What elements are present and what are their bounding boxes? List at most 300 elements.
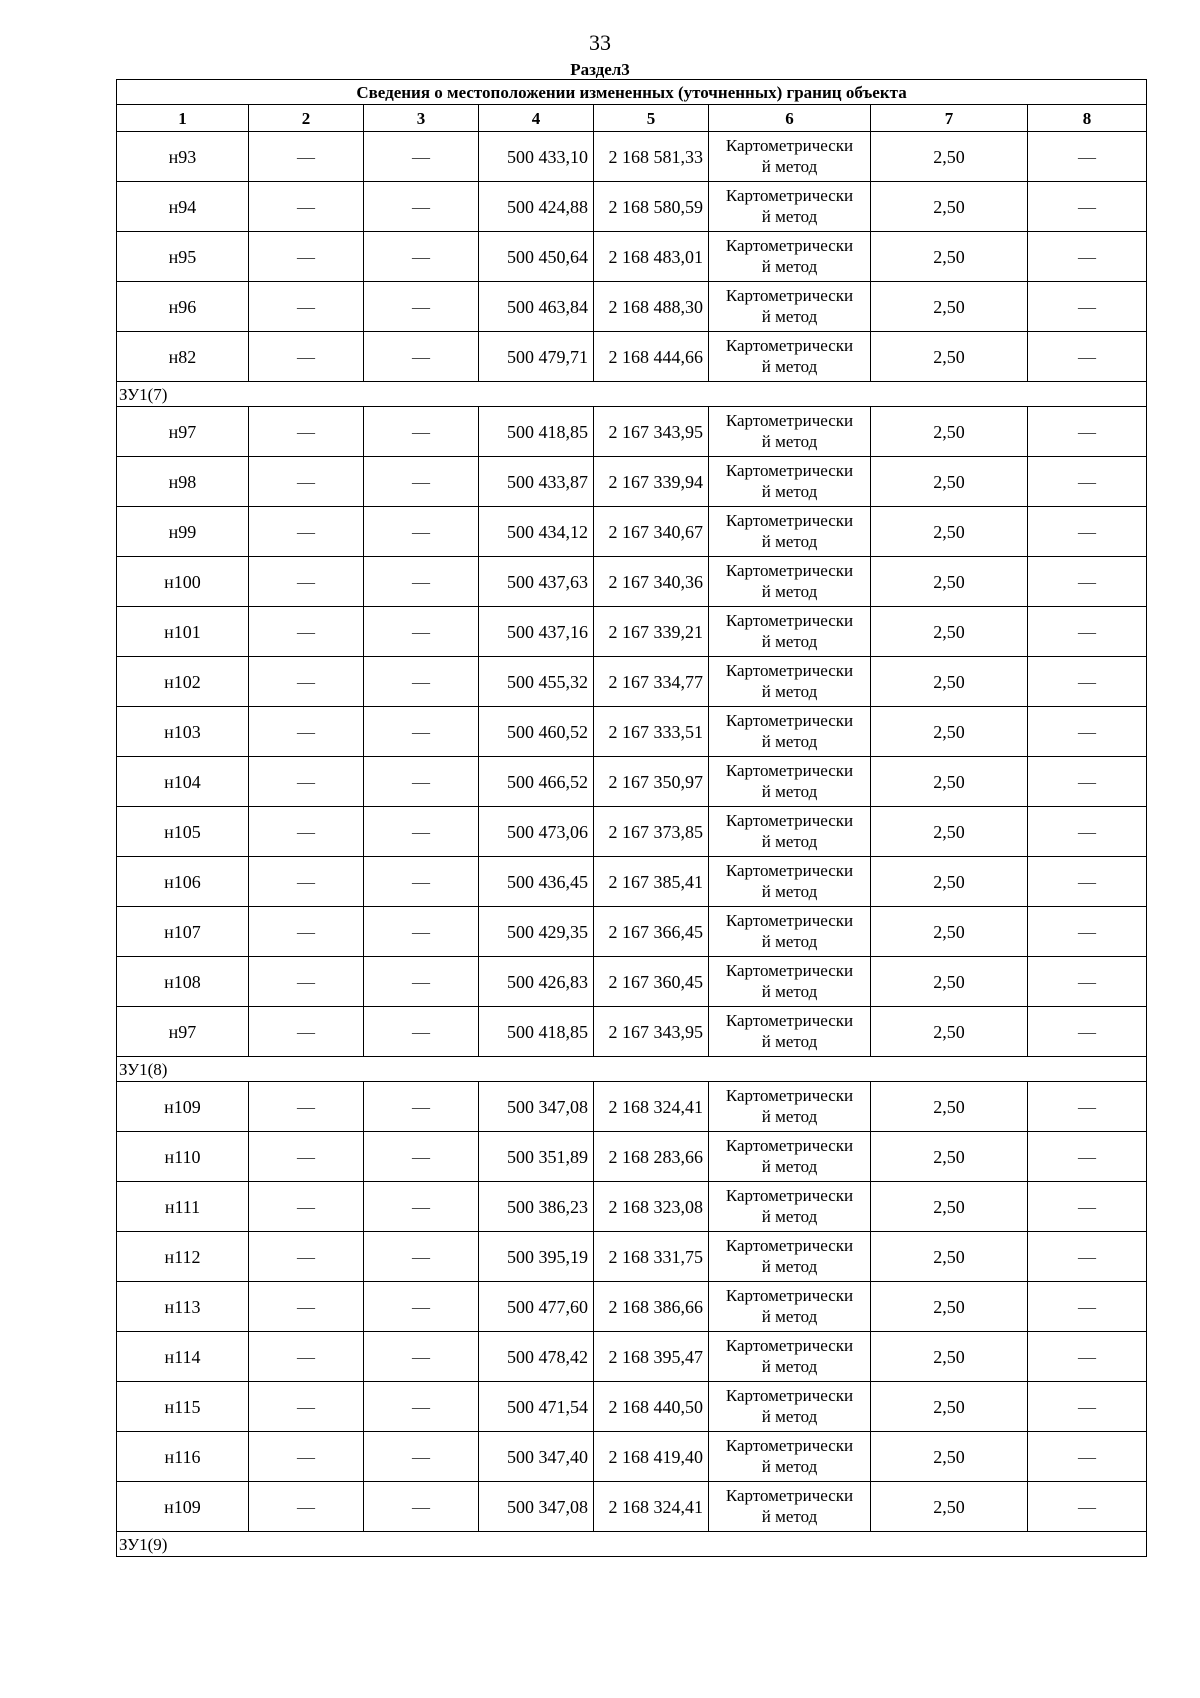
column-header: 5 xyxy=(594,105,709,132)
coord-x-cell: 500 426,83 xyxy=(479,957,594,1007)
method-cell xyxy=(709,1132,871,1182)
point-name-cell: н101 xyxy=(117,607,249,657)
accuracy-cell: 2,50 xyxy=(871,182,1028,232)
group-label: ЗУ1(7) xyxy=(117,382,1147,407)
table-row xyxy=(117,657,1147,707)
coord-y-cell: 2 167 340,67 xyxy=(594,507,709,557)
col8-cell: — xyxy=(1028,557,1147,607)
col8-cell: — xyxy=(1028,1132,1147,1182)
method-line-2: й метод xyxy=(761,781,818,801)
method-cell xyxy=(709,1082,871,1132)
col2-cell: — xyxy=(249,1482,364,1532)
col8-cell: — xyxy=(1028,232,1147,282)
coord-y-cell: 2 167 360,45 xyxy=(594,957,709,1007)
method-line-2: й метод xyxy=(761,481,818,501)
coord-y-cell: 2 168 386,66 xyxy=(594,1282,709,1332)
table-row xyxy=(117,457,1147,507)
method-cell xyxy=(709,857,871,907)
point-name-cell: н94 xyxy=(117,182,249,232)
accuracy-cell: 2,50 xyxy=(871,282,1028,332)
point-name-cell: н114 xyxy=(117,1332,249,1382)
accuracy-cell: 2,50 xyxy=(871,607,1028,657)
coord-x-cell: 500 463,84 xyxy=(479,282,594,332)
coord-y-cell: 2 168 283,66 xyxy=(594,1132,709,1182)
table-row xyxy=(117,282,1147,332)
method-cell xyxy=(709,607,871,657)
method-cell xyxy=(709,182,871,232)
col3-cell: — xyxy=(364,507,479,557)
coord-y-cell: 2 168 440,50 xyxy=(594,1382,709,1432)
coord-y-cell: 2 167 334,77 xyxy=(594,657,709,707)
method-cell xyxy=(709,1182,871,1232)
col8-cell: — xyxy=(1028,857,1147,907)
coord-x-cell: 500 460,52 xyxy=(479,707,594,757)
method-cell xyxy=(709,557,871,607)
table-row xyxy=(117,757,1147,807)
method-cell xyxy=(709,707,871,757)
coord-x-cell: 500 473,06 xyxy=(479,807,594,857)
col2-cell: — xyxy=(249,132,364,182)
method-line-2: й метод xyxy=(761,631,818,651)
coord-y-cell: 2 167 385,41 xyxy=(594,857,709,907)
coord-x-cell: 500 347,40 xyxy=(479,1432,594,1482)
accuracy-cell: 2,50 xyxy=(871,1232,1028,1282)
col3-cell: — xyxy=(364,457,479,507)
accuracy-cell: 2,50 xyxy=(871,757,1028,807)
coord-y-cell: 2 168 331,75 xyxy=(594,1232,709,1282)
table-row xyxy=(117,557,1147,607)
point-name-cell: н110 xyxy=(117,1132,249,1182)
method-line-2: й метод xyxy=(761,931,818,951)
coord-x-cell: 500 437,63 xyxy=(479,557,594,607)
coord-x-cell: 500 433,10 xyxy=(479,132,594,182)
coord-x-cell: 500 478,42 xyxy=(479,1332,594,1382)
coord-y-cell: 2 168 395,47 xyxy=(594,1332,709,1382)
method-line-1: Картометрически xyxy=(725,811,854,831)
col8-cell: — xyxy=(1028,282,1147,332)
method-line-1: Картометрически xyxy=(725,1186,854,1206)
method-line-1: Картометрически xyxy=(725,1086,854,1106)
col3-cell: — xyxy=(364,557,479,607)
col8-cell: — xyxy=(1028,1182,1147,1232)
column-header: 3 xyxy=(364,105,479,132)
col3-cell: — xyxy=(364,1482,479,1532)
method-line-1: Картометрически xyxy=(725,1486,854,1506)
col8-cell: — xyxy=(1028,507,1147,557)
point-name-cell: н97 xyxy=(117,1007,249,1057)
col2-cell: — xyxy=(249,232,364,282)
col3-cell: — xyxy=(364,132,479,182)
col8-cell: — xyxy=(1028,132,1147,182)
method-line-2: й метод xyxy=(761,1406,818,1426)
point-name-cell: н109 xyxy=(117,1082,249,1132)
accuracy-cell: 2,50 xyxy=(871,1332,1028,1382)
method-line-2: й метод xyxy=(761,731,818,751)
point-name-cell: н106 xyxy=(117,857,249,907)
coord-y-cell: 2 167 343,95 xyxy=(594,1007,709,1057)
method-line-1: Картометрически xyxy=(725,1011,854,1031)
col8-cell: — xyxy=(1028,1432,1147,1482)
coord-y-cell: 2 167 339,21 xyxy=(594,607,709,657)
col8-cell: — xyxy=(1028,1082,1147,1132)
accuracy-cell: 2,50 xyxy=(871,1182,1028,1232)
method-cell xyxy=(709,1382,871,1432)
table-row xyxy=(117,957,1147,1007)
accuracy-cell: 2,50 xyxy=(871,807,1028,857)
point-name-cell: н103 xyxy=(117,707,249,757)
method-line-2: й метод xyxy=(761,1106,818,1126)
coord-x-cell: 500 351,89 xyxy=(479,1132,594,1182)
method-line-2: й метод xyxy=(761,156,818,176)
point-name-cell: н112 xyxy=(117,1232,249,1282)
column-header: 4 xyxy=(479,105,594,132)
col2-cell: — xyxy=(249,1007,364,1057)
coord-y-cell: 2 168 581,33 xyxy=(594,132,709,182)
method-line-2: й метод xyxy=(761,256,818,276)
table-row xyxy=(117,1432,1147,1482)
col3-cell: — xyxy=(364,1332,479,1382)
method-line-1: Картометрически xyxy=(725,1336,854,1356)
table-title: Сведения о местоположении измененных (уточненных) границ объекта xyxy=(117,80,1147,105)
group-row xyxy=(117,1532,1147,1557)
table-row xyxy=(117,1082,1147,1132)
coord-x-cell: 500 466,52 xyxy=(479,757,594,807)
col2-cell: — xyxy=(249,507,364,557)
col3-cell: — xyxy=(364,232,479,282)
column-header: 6 xyxy=(709,105,871,132)
col8-cell: — xyxy=(1028,182,1147,232)
accuracy-cell: 2,50 xyxy=(871,1282,1028,1332)
table-row xyxy=(117,1182,1147,1232)
col2-cell: — xyxy=(249,1282,364,1332)
accuracy-cell: 2,50 xyxy=(871,957,1028,1007)
accuracy-cell: 2,50 xyxy=(871,557,1028,607)
method-line-1: Картометрически xyxy=(725,711,854,731)
group-row xyxy=(117,1057,1147,1082)
table-row xyxy=(117,1282,1147,1332)
col8-cell: — xyxy=(1028,1282,1147,1332)
method-line-2: й метод xyxy=(761,1256,818,1276)
method-line-2: й метод xyxy=(761,306,818,326)
table-row xyxy=(117,1007,1147,1057)
method-line-1: Картометрически xyxy=(725,1286,854,1306)
coord-x-cell: 500 433,87 xyxy=(479,457,594,507)
col8-cell: — xyxy=(1028,407,1147,457)
coord-x-cell: 500 479,71 xyxy=(479,332,594,382)
method-line-2: й метод xyxy=(761,356,818,376)
coord-y-cell: 2 168 323,08 xyxy=(594,1182,709,1232)
col2-cell: — xyxy=(249,1182,364,1232)
table-row xyxy=(117,807,1147,857)
table-row xyxy=(117,607,1147,657)
coord-x-cell: 500 434,12 xyxy=(479,507,594,557)
col3-cell: — xyxy=(364,907,479,957)
method-line-2: й метод xyxy=(761,1306,818,1326)
col2-cell: — xyxy=(249,707,364,757)
method-cell xyxy=(709,132,871,182)
point-name-cell: н95 xyxy=(117,232,249,282)
col2-cell: — xyxy=(249,1132,364,1182)
col8-cell: — xyxy=(1028,1232,1147,1282)
method-line-2: й метод xyxy=(761,881,818,901)
table-row xyxy=(117,507,1147,557)
method-cell xyxy=(709,507,871,557)
point-name-cell: н104 xyxy=(117,757,249,807)
col3-cell: — xyxy=(364,1282,479,1332)
coord-x-cell: 500 455,32 xyxy=(479,657,594,707)
col2-cell: — xyxy=(249,1382,364,1432)
accuracy-cell: 2,50 xyxy=(871,1482,1028,1532)
method-cell xyxy=(709,457,871,507)
col3-cell: — xyxy=(364,807,479,857)
col3-cell: — xyxy=(364,657,479,707)
col2-cell: — xyxy=(249,807,364,857)
method-line-1: Картометрически xyxy=(725,1386,854,1406)
method-line-2: й метод xyxy=(761,1156,818,1176)
accuracy-cell: 2,50 xyxy=(871,457,1028,507)
method-line-2: й метод xyxy=(761,581,818,601)
method-line-1: Картометрически xyxy=(725,136,854,156)
method-cell xyxy=(709,1232,871,1282)
method-cell xyxy=(709,1432,871,1482)
coord-x-cell: 500 450,64 xyxy=(479,232,594,282)
col2-cell: — xyxy=(249,907,364,957)
col2-cell: — xyxy=(249,557,364,607)
table-header-row xyxy=(117,105,1147,132)
page-number: 33 xyxy=(589,30,611,55)
method-cell xyxy=(709,232,871,282)
table-row xyxy=(117,182,1147,232)
point-name-cell: н107 xyxy=(117,907,249,957)
method-line-2: й метод xyxy=(761,1206,818,1226)
coord-x-cell: 500 436,45 xyxy=(479,857,594,907)
col3-cell: — xyxy=(364,182,479,232)
method-line-1: Картометрически xyxy=(725,411,854,431)
col8-cell: — xyxy=(1028,807,1147,857)
group-label: ЗУ1(9) xyxy=(117,1532,1147,1557)
method-cell xyxy=(709,1332,871,1382)
accuracy-cell: 2,50 xyxy=(871,1432,1028,1482)
coord-x-cell: 500 418,85 xyxy=(479,407,594,457)
col8-cell: — xyxy=(1028,957,1147,1007)
section-label: Раздел3 xyxy=(570,60,630,79)
method-cell xyxy=(709,1007,871,1057)
accuracy-cell: 2,50 xyxy=(871,657,1028,707)
col3-cell: — xyxy=(364,1432,479,1482)
table-row xyxy=(117,857,1147,907)
point-name-cell: н113 xyxy=(117,1282,249,1332)
method-cell xyxy=(709,907,871,957)
point-name-cell: н102 xyxy=(117,657,249,707)
method-cell xyxy=(709,807,871,857)
coord-x-cell: 500 437,16 xyxy=(479,607,594,657)
table-row xyxy=(117,132,1147,182)
col2-cell: — xyxy=(249,1432,364,1482)
col8-cell: — xyxy=(1028,1007,1147,1057)
method-line-1: Картометрически xyxy=(725,286,854,306)
table-row xyxy=(117,332,1147,382)
method-line-1: Картометрически xyxy=(725,1136,854,1156)
method-line-1: Картометрически xyxy=(725,511,854,531)
col3-cell: — xyxy=(364,607,479,657)
accuracy-cell: 2,50 xyxy=(871,1007,1028,1057)
method-line-1: Картометрически xyxy=(725,911,854,931)
col2-cell: — xyxy=(249,607,364,657)
col8-cell: — xyxy=(1028,1332,1147,1382)
col3-cell: — xyxy=(364,707,479,757)
col3-cell: — xyxy=(364,1007,479,1057)
method-line-2: й метод xyxy=(761,531,818,551)
accuracy-cell: 2,50 xyxy=(871,332,1028,382)
col2-cell: — xyxy=(249,857,364,907)
col2-cell: — xyxy=(249,182,364,232)
col3-cell: — xyxy=(364,1232,479,1282)
method-cell xyxy=(709,1282,871,1332)
coord-y-cell: 2 168 488,30 xyxy=(594,282,709,332)
point-name-cell: н93 xyxy=(117,132,249,182)
coord-x-cell: 500 347,08 xyxy=(479,1482,594,1532)
column-header: 7 xyxy=(871,105,1028,132)
method-line-1: Картометрически xyxy=(725,961,854,981)
table-row xyxy=(117,1382,1147,1432)
method-cell xyxy=(709,332,871,382)
coord-y-cell: 2 167 343,95 xyxy=(594,407,709,457)
coord-x-cell: 500 471,54 xyxy=(479,1382,594,1432)
coord-y-cell: 2 167 333,51 xyxy=(594,707,709,757)
column-header: 2 xyxy=(249,105,364,132)
col8-cell: — xyxy=(1028,707,1147,757)
method-line-1: Картометрически xyxy=(725,661,854,681)
col8-cell: — xyxy=(1028,1382,1147,1432)
col8-cell: — xyxy=(1028,607,1147,657)
coord-y-cell: 2 167 373,85 xyxy=(594,807,709,857)
coord-x-cell: 500 477,60 xyxy=(479,1282,594,1332)
point-name-cell: н115 xyxy=(117,1382,249,1432)
col2-cell: — xyxy=(249,1232,364,1282)
method-line-2: й метод xyxy=(761,206,818,226)
col2-cell: — xyxy=(249,957,364,1007)
table-row xyxy=(117,1132,1147,1182)
col2-cell: — xyxy=(249,1332,364,1382)
coord-x-cell: 500 395,19 xyxy=(479,1232,594,1282)
method-line-2: й метод xyxy=(761,831,818,851)
col8-cell: — xyxy=(1028,757,1147,807)
coord-y-cell: 2 167 366,45 xyxy=(594,907,709,957)
method-cell xyxy=(709,957,871,1007)
coord-y-cell: 2 168 444,66 xyxy=(594,332,709,382)
col3-cell: — xyxy=(364,857,479,907)
method-line-1: Картометрически xyxy=(725,236,854,256)
method-line-1: Картометрически xyxy=(725,186,854,206)
method-line-2: й метод xyxy=(761,681,818,701)
method-line-1: Картометрически xyxy=(725,561,854,581)
method-line-1: Картометрически xyxy=(725,336,854,356)
table-row xyxy=(117,407,1147,457)
column-header: 1 xyxy=(117,105,249,132)
table-row xyxy=(117,232,1147,282)
col8-cell: — xyxy=(1028,657,1147,707)
method-line-1: Картометрически xyxy=(725,1236,854,1256)
col2-cell: — xyxy=(249,757,364,807)
col3-cell: — xyxy=(364,1382,479,1432)
coord-y-cell: 2 168 580,59 xyxy=(594,182,709,232)
coord-y-cell: 2 167 350,97 xyxy=(594,757,709,807)
table-title-row xyxy=(117,80,1147,105)
method-line-2: й метод xyxy=(761,1356,818,1376)
col2-cell: — xyxy=(249,1082,364,1132)
col3-cell: — xyxy=(364,1182,479,1232)
col8-cell: — xyxy=(1028,332,1147,382)
col2-cell: — xyxy=(249,657,364,707)
column-header: 8 xyxy=(1028,105,1147,132)
col3-cell: — xyxy=(364,957,479,1007)
col3-cell: — xyxy=(364,757,479,807)
point-name-cell: н97 xyxy=(117,407,249,457)
col3-cell: — xyxy=(364,407,479,457)
col8-cell: — xyxy=(1028,907,1147,957)
group-row xyxy=(117,382,1147,407)
coord-y-cell: 2 168 324,41 xyxy=(594,1082,709,1132)
point-name-cell: н98 xyxy=(117,457,249,507)
coord-y-cell: 2 168 483,01 xyxy=(594,232,709,282)
boundary-coordinates-table xyxy=(116,79,1147,1557)
point-name-cell: н96 xyxy=(117,282,249,332)
col3-cell: — xyxy=(364,282,479,332)
point-name-cell: н100 xyxy=(117,557,249,607)
coord-x-cell: 500 418,85 xyxy=(479,1007,594,1057)
method-cell xyxy=(709,657,871,707)
coord-y-cell: 2 167 340,36 xyxy=(594,557,709,607)
method-cell xyxy=(709,757,871,807)
coord-x-cell: 500 429,35 xyxy=(479,907,594,957)
point-name-cell: н116 xyxy=(117,1432,249,1482)
coord-x-cell: 500 424,88 xyxy=(479,182,594,232)
coord-x-cell: 500 386,23 xyxy=(479,1182,594,1232)
accuracy-cell: 2,50 xyxy=(871,1082,1028,1132)
method-line-2: й метод xyxy=(761,431,818,451)
accuracy-cell: 2,50 xyxy=(871,1132,1028,1182)
accuracy-cell: 2,50 xyxy=(871,132,1028,182)
method-line-1: Картометрически xyxy=(725,1436,854,1456)
method-line-1: Картометрически xyxy=(725,861,854,881)
point-name-cell: н109 xyxy=(117,1482,249,1532)
group-label: ЗУ1(8) xyxy=(117,1057,1147,1082)
method-line-1: Картометрически xyxy=(725,761,854,781)
col8-cell: — xyxy=(1028,1482,1147,1532)
coord-y-cell: 2 167 339,94 xyxy=(594,457,709,507)
col8-cell: — xyxy=(1028,457,1147,507)
accuracy-cell: 2,50 xyxy=(871,907,1028,957)
method-line-1: Картометрически xyxy=(725,461,854,481)
table-row xyxy=(117,707,1147,757)
col2-cell: — xyxy=(249,407,364,457)
table-row xyxy=(117,1482,1147,1532)
method-line-2: й метод xyxy=(761,1456,818,1476)
point-name-cell: н82 xyxy=(117,332,249,382)
col2-cell: — xyxy=(249,457,364,507)
coord-x-cell: 500 347,08 xyxy=(479,1082,594,1132)
col2-cell: — xyxy=(249,332,364,382)
point-name-cell: н99 xyxy=(117,507,249,557)
col2-cell: — xyxy=(249,282,364,332)
accuracy-cell: 2,50 xyxy=(871,507,1028,557)
table-row xyxy=(117,1332,1147,1382)
accuracy-cell: 2,50 xyxy=(871,232,1028,282)
table-row xyxy=(117,1232,1147,1282)
method-cell xyxy=(709,407,871,457)
point-name-cell: н105 xyxy=(117,807,249,857)
col3-cell: — xyxy=(364,1132,479,1182)
